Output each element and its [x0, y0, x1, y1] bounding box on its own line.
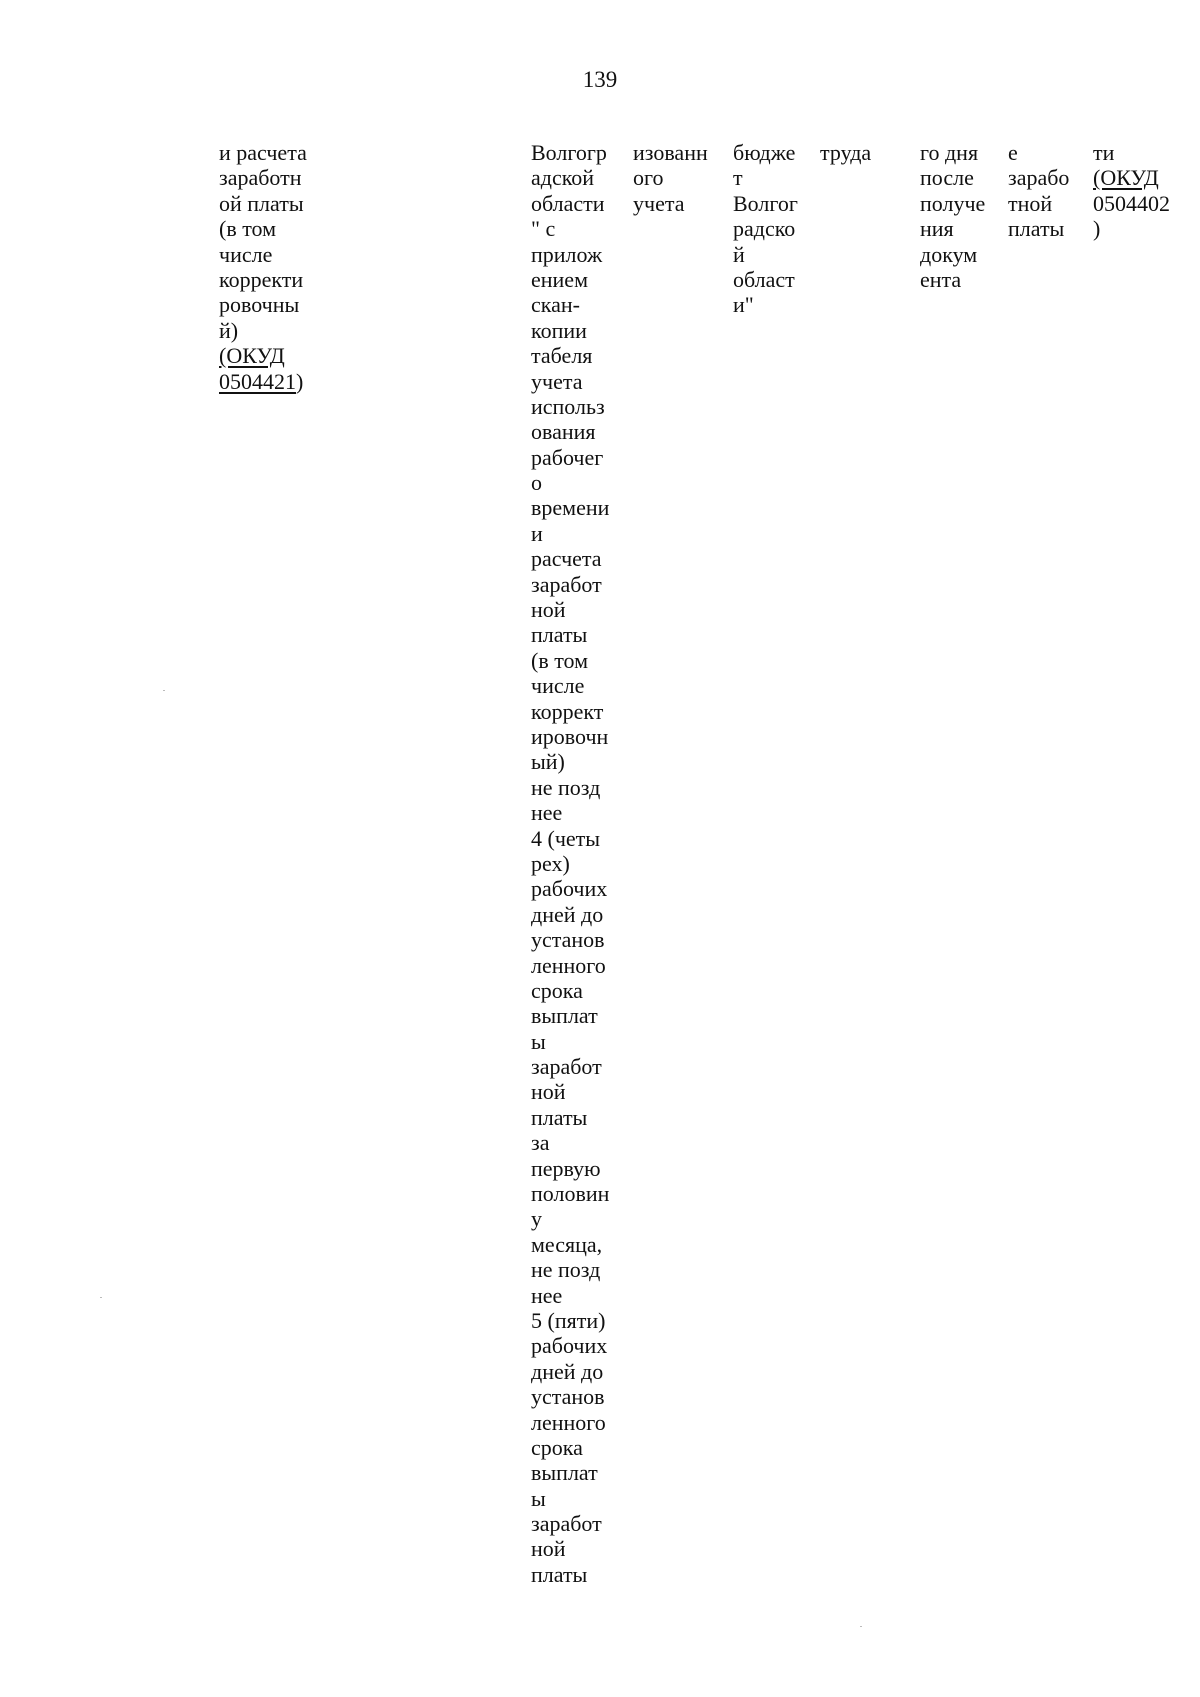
cell-text-line: платы: [531, 1104, 588, 1130]
cell-text-line: ): [1093, 216, 1101, 242]
cell-text-line: прилож: [531, 241, 603, 267]
okud-code-link[interactable]: 0504421: [219, 368, 296, 394]
cell-text-line: рех): [531, 850, 570, 876]
cell-text-line: рабочег: [531, 444, 604, 470]
cell-text-line: ы: [531, 1028, 546, 1054]
cell-text-line: е: [1008, 140, 1018, 165]
cell-text-line: й: [733, 241, 745, 267]
cell-text-line: заработ: [531, 1054, 602, 1080]
cell-text-line: платы: [531, 622, 588, 648]
table-column-2: [531, 140, 609, 1587]
closing-paren: ): [296, 368, 304, 394]
cell-text-line: 4 (четы: [531, 825, 601, 851]
cell-text-line: времени: [531, 495, 610, 521]
cell-text-line: и": [733, 292, 754, 318]
cell-text-line: заработ: [531, 571, 602, 597]
cell-text-line: ением: [531, 266, 588, 292]
cell-text-line: числе: [219, 241, 273, 267]
cell-text-line: ленного: [531, 952, 606, 978]
cell-text-line: половин: [531, 1181, 610, 1207]
cell-text-line: у: [531, 1206, 542, 1232]
cell-text-line: учета: [531, 368, 583, 394]
table-column-4: [733, 140, 798, 318]
cell-text-line: получе: [920, 190, 986, 216]
cell-text-line: области: [531, 190, 605, 216]
cell-text-line: ния: [920, 216, 954, 242]
cell-text-line: ленного: [531, 1409, 606, 1435]
cell-text-line: (в том: [531, 647, 589, 673]
cell-text-line: ной: [531, 1079, 566, 1105]
cell-text-line: изованн: [633, 140, 708, 165]
okud-reference-link[interactable]: [219, 369, 307, 394]
cell-text-line: докум: [920, 241, 978, 267]
cell-text-line: установ: [531, 927, 605, 953]
cell-text-line: о: [531, 470, 542, 496]
cell-text-line: срока: [531, 1434, 583, 1460]
cell-text-line: ый): [531, 749, 565, 775]
cell-text-line: ента: [920, 266, 962, 292]
scan-speck: [860, 1626, 862, 1627]
cell-text-line: расчета: [531, 546, 602, 572]
cell-text-line: платы: [531, 1561, 588, 1587]
cell-text-line: копии: [531, 317, 587, 343]
okud-reference-link[interactable]: (ОКУД: [219, 343, 285, 369]
cell-text-line: 0504402: [1093, 190, 1170, 216]
cell-text-line: платы: [1008, 216, 1065, 242]
cell-text-line: выплат: [531, 1460, 598, 1486]
cell-text-line: не позд: [531, 1257, 601, 1283]
table-column-3: [633, 140, 708, 216]
cell-text-line: учета: [633, 190, 685, 216]
cell-text-line: " с: [531, 216, 556, 242]
cell-text-line: дней до: [531, 1358, 604, 1384]
cell-text-line: Волгог: [733, 190, 798, 216]
cell-text-line: тной: [1008, 190, 1053, 216]
cell-text-line: т: [733, 165, 743, 191]
table-column-6: [920, 140, 985, 292]
cell-text-line: выплат: [531, 1003, 598, 1029]
cell-text-line: ой платы: [219, 190, 304, 216]
cell-text-line: не позд: [531, 774, 601, 800]
cell-text-line: радско: [733, 216, 796, 242]
okud-reference-link[interactable]: (ОКУД: [1093, 165, 1159, 191]
table-column-1: [219, 140, 307, 394]
cell-text-line: труда: [820, 140, 872, 165]
cell-text-line: ы: [531, 1485, 546, 1511]
cell-text-line: скан-: [531, 292, 580, 318]
cell-text-line: и расчета: [219, 140, 307, 165]
cell-text-line: и: [531, 520, 543, 546]
cell-text-line: ования: [531, 419, 596, 445]
table-column-8: [1093, 140, 1170, 242]
cell-text-line: й): [219, 317, 239, 343]
cell-text-line: Волгогр: [531, 140, 607, 165]
cell-text-line: срока: [531, 977, 583, 1003]
cell-text-line: адской: [531, 165, 595, 191]
table-column-5: [820, 140, 871, 165]
table-column-7: [1008, 140, 1069, 242]
cell-text-line: корректи: [219, 266, 304, 292]
page-number: 139: [582, 67, 618, 92]
cell-text-line: числе: [531, 673, 585, 699]
cell-text-line: нее: [531, 1282, 563, 1308]
cell-text-line: месяца,: [531, 1231, 603, 1257]
cell-text-line: ти: [1093, 140, 1115, 165]
cell-text-line: коррект: [531, 698, 604, 724]
cell-text-line: ого: [633, 165, 664, 191]
cell-text-line: област: [733, 266, 795, 292]
cell-text-line: зарабо: [1008, 165, 1070, 191]
scan-speck: [163, 690, 165, 691]
cell-text-line: ной: [531, 1536, 566, 1562]
cell-text-line: нее: [531, 800, 563, 826]
cell-text-line: ровочны: [219, 292, 300, 318]
cell-text-line: рабочих: [531, 876, 608, 902]
cell-text-line: заработ: [531, 1511, 602, 1537]
cell-text-line: 5 (пяти): [531, 1307, 606, 1333]
cell-text-line: ной: [531, 597, 566, 623]
cell-text-line: после: [920, 165, 974, 191]
cell-text-line: го дня: [920, 140, 979, 165]
cell-text-line: использ: [531, 393, 605, 419]
cell-text-line: (в том: [219, 216, 277, 242]
cell-text-line: первую: [531, 1155, 601, 1181]
cell-text-line: дней до: [531, 901, 604, 927]
cell-text-line: рабочих: [531, 1333, 608, 1359]
cell-text-line: бюдже: [733, 140, 796, 165]
scan-speck: [100, 1297, 102, 1298]
cell-text-line: за: [531, 1130, 550, 1156]
cell-text-line: установ: [531, 1384, 605, 1410]
cell-text-line: ировочн: [531, 723, 609, 749]
cell-text-line: табеля: [531, 343, 593, 369]
cell-text-line: заработн: [219, 165, 302, 191]
